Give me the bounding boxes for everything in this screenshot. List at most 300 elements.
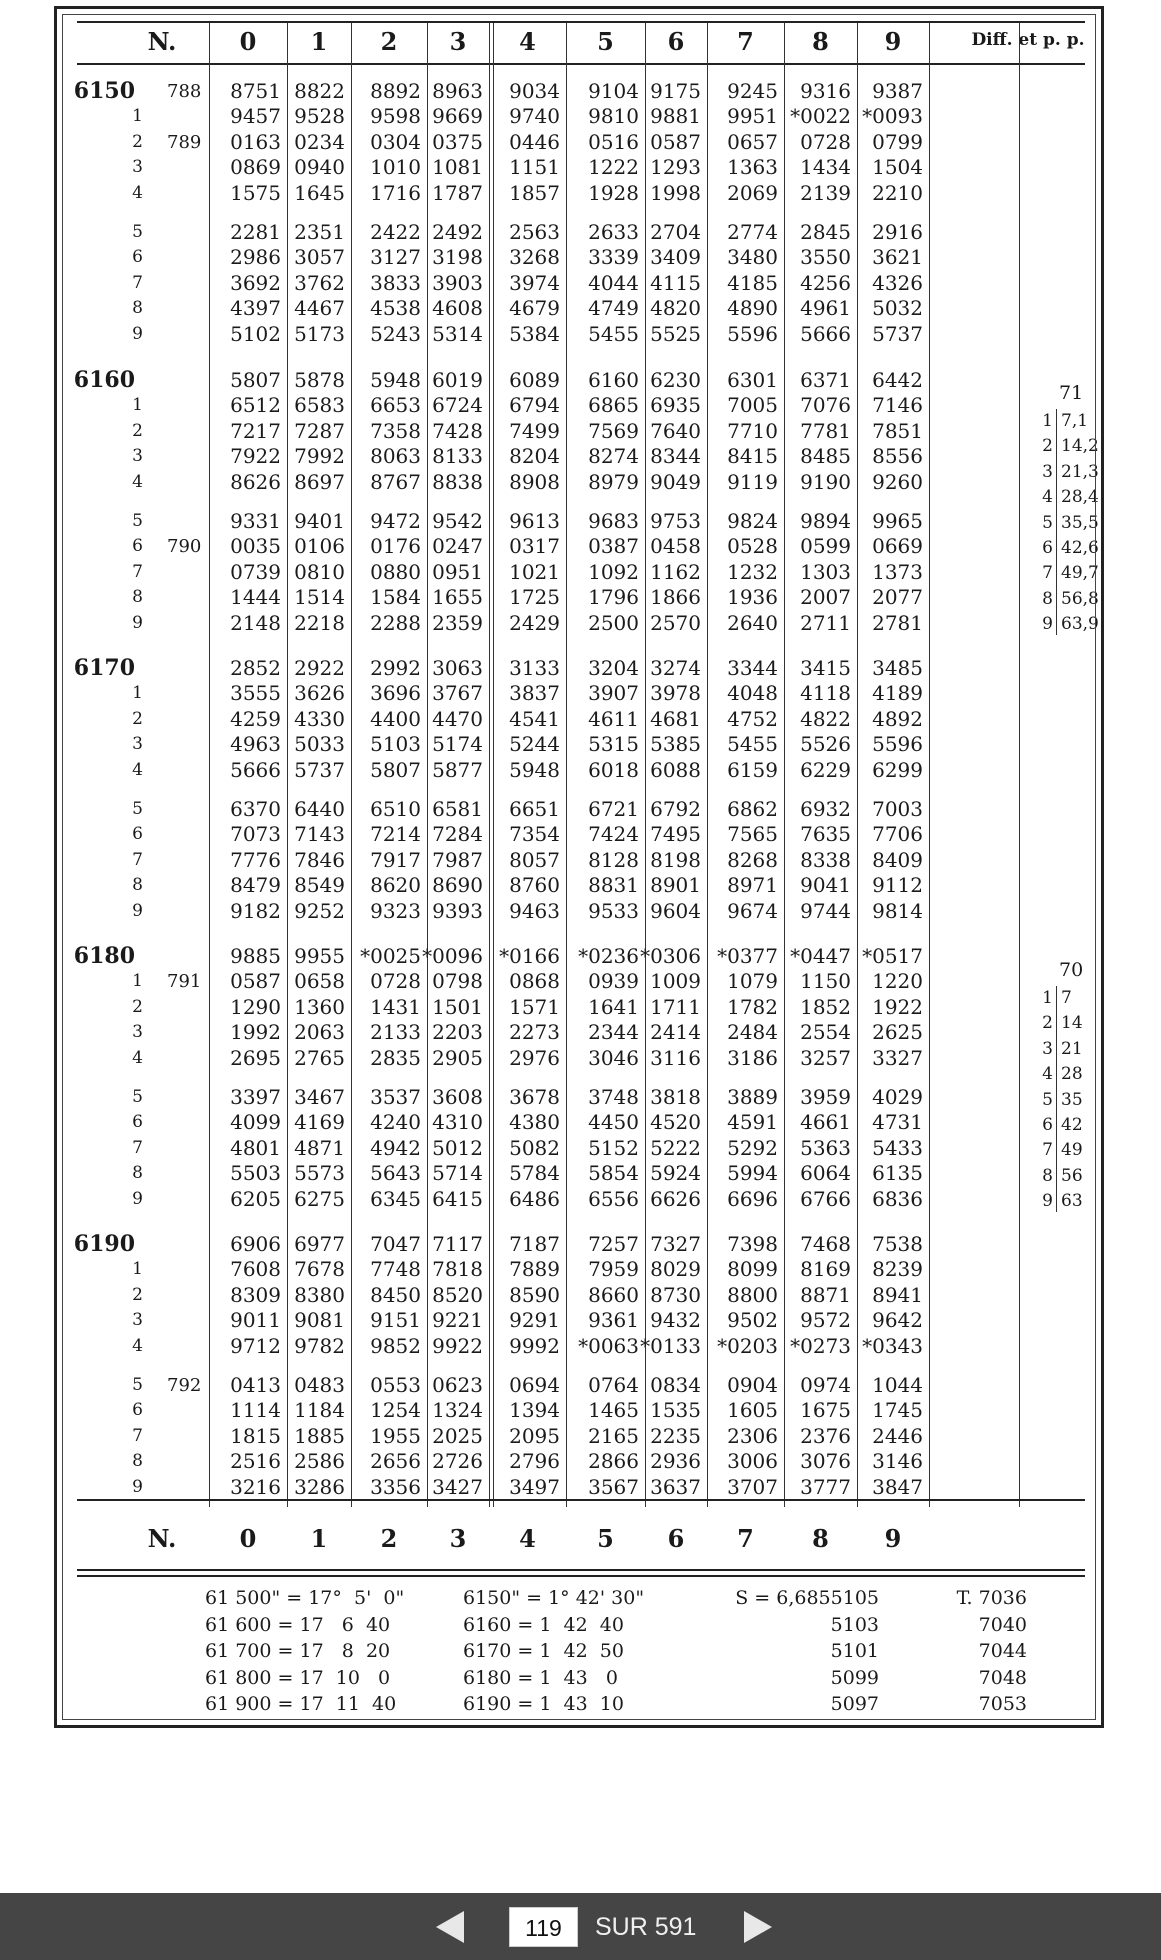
table-cell: 1232 (727, 559, 778, 584)
table-cell: *0022 (790, 104, 851, 129)
table-cell: 3748 (588, 1085, 639, 1109)
column-header-4: 4 (519, 27, 536, 56)
table-cell: 5433 (872, 1135, 923, 1160)
table-cell: 4326 (872, 270, 923, 295)
table-cell: 2077 (872, 585, 923, 610)
table-cell: 6159 (727, 757, 778, 782)
table-cell: 5714 (432, 1161, 483, 1186)
table-cell: 2288 (370, 610, 421, 635)
table-cell: 0669 (872, 534, 923, 559)
diff-index: 5 (1042, 1089, 1053, 1110)
row-subnumber: 5 (132, 799, 143, 819)
table-cell: 3696 (370, 681, 421, 706)
table-cell: 4892 (872, 706, 923, 731)
diff-index: 3 (1042, 461, 1053, 482)
footer-column-header-9: 9 (884, 1524, 902, 1553)
table-cell: 1815 (230, 1423, 281, 1448)
table-cell: 7499 (509, 418, 560, 443)
table-cell: 2210 (872, 180, 923, 205)
row-subnumber: 8 (132, 298, 143, 319)
table-cell: 5948 (370, 368, 421, 392)
table-cell: 9502 (727, 1308, 778, 1333)
table-cell: 4871 (294, 1135, 345, 1160)
table-cell: 3339 (588, 245, 639, 270)
table-cell: 2165 (588, 1423, 639, 1448)
footer-col4-line: 7053 (978, 1693, 1027, 1716)
table-cell: 8520 (432, 1282, 483, 1307)
diff-table-title: 71 (1059, 382, 1084, 404)
footer-col1-line: 61 900 = 17 11 40 (205, 1693, 397, 1716)
table-cell: 1655 (432, 585, 483, 610)
table-cell: 9528 (294, 104, 345, 129)
table-cell: 3216 (230, 1474, 281, 1499)
table-cell: 8450 (370, 1282, 421, 1307)
table-cell: 1184 (294, 1398, 345, 1423)
row-subnumber: 1 (132, 1259, 143, 1280)
table-cell: 0951 (432, 559, 483, 584)
table-cell: 1928 (588, 180, 639, 205)
row-subnumber: 3 (132, 446, 143, 467)
table-cell: 8239 (872, 1257, 923, 1282)
table-cell: 2133 (370, 1020, 421, 1045)
table-cell: 1092 (588, 559, 639, 584)
table-cell: 3198 (432, 245, 483, 270)
table-cell: 1641 (588, 994, 639, 1019)
table-cell: 6229 (800, 757, 851, 782)
table-cell: 7284 (432, 822, 483, 847)
row-subnumber: 7 (132, 1425, 143, 1446)
table-cell: 8268 (727, 847, 778, 872)
table-cell: 1575 (230, 180, 281, 205)
table-cell: 2781 (872, 610, 923, 635)
table-cell: 6160 (588, 368, 639, 392)
footer-col1-line: 61 600 = 17 6 40 (205, 1613, 391, 1636)
row-prefix: 789 (167, 131, 202, 153)
table-cell: 6696 (727, 1186, 778, 1211)
table-cell: 9119 (727, 469, 778, 494)
table-cell: 2069 (727, 180, 778, 205)
table-cell: 6651 (509, 797, 560, 821)
table-cell: 7959 (588, 1257, 639, 1282)
column-header-0: 0 (239, 27, 257, 56)
table-cell: 7917 (370, 847, 421, 872)
table-cell: 0587 (230, 969, 281, 994)
table-cell: 3257 (800, 1045, 851, 1070)
table-cell: 8590 (509, 1282, 560, 1307)
diff-value: 49 (1061, 1140, 1083, 1161)
column-header-3: 3 (449, 27, 467, 56)
table-cell: 5244 (509, 732, 560, 757)
table-cell: 6301 (727, 368, 778, 392)
table-cell: 6442 (872, 368, 923, 392)
table-cell: 2351 (294, 220, 345, 244)
row-subnumber: 9 (132, 1476, 143, 1497)
table-cell: 1079 (727, 969, 778, 994)
footer-column-header-4: 4 (519, 1524, 536, 1553)
table-cell: 3537 (370, 1085, 421, 1109)
table-cell: 3186 (727, 1045, 778, 1070)
row-subnumber: 6 (132, 247, 143, 268)
row-prefix: 791 (167, 971, 202, 993)
row-subnumber: 7 (132, 561, 143, 582)
table-cell: 8971 (727, 873, 778, 898)
table-cell: 1394 (509, 1398, 560, 1423)
table-cell: 8198 (650, 847, 701, 872)
table-cell: 0728 (370, 969, 421, 994)
table-cell: 6371 (800, 368, 851, 392)
table-cell: 4169 (294, 1110, 345, 1135)
table-cell: 9393 (432, 898, 483, 923)
table-cell: 2774 (727, 220, 778, 244)
table-cell: 1745 (872, 1398, 923, 1423)
column-rule (929, 23, 930, 1507)
table-cell: 5807 (370, 757, 421, 782)
table-cell: 1885 (294, 1423, 345, 1448)
table-cell: 0798 (432, 969, 483, 994)
table-cell: 3847 (872, 1474, 923, 1499)
table-cell: 1465 (588, 1398, 639, 1423)
row-subnumber: 8 (132, 1163, 143, 1184)
table-cell: 3907 (588, 681, 639, 706)
table-cell: 2446 (872, 1423, 923, 1448)
table-cell: 1222 (588, 155, 639, 180)
column-header-7: 7 (737, 27, 754, 56)
table-cell: 5103 (370, 732, 421, 757)
footer-col3-line: 5101 (830, 1640, 879, 1663)
table-cell: 1922 (872, 994, 923, 1019)
table-cell: 6556 (588, 1186, 639, 1211)
table-cell: 7073 (230, 822, 281, 847)
table-cell: 5455 (727, 732, 778, 757)
table-cell: 2936 (650, 1449, 701, 1474)
row-subnumber: 1 (132, 683, 143, 704)
row-subnumber: 3 (132, 734, 143, 755)
table-cell: 2726 (432, 1449, 483, 1474)
table-cell: 9331 (230, 509, 281, 533)
row-number: 6170 (73, 655, 135, 681)
table-cell: 2344 (588, 1020, 639, 1045)
table-cell: 5854 (588, 1161, 639, 1186)
table-cell: 4541 (509, 706, 560, 731)
table-cell: 8029 (650, 1257, 701, 1282)
table-cell: 3767 (432, 681, 483, 706)
table-cell: 0869 (230, 155, 281, 180)
table-cell: 7565 (727, 822, 778, 847)
table-cell: 8626 (230, 469, 281, 494)
table-cell: 0834 (650, 1373, 701, 1397)
table-cell: 3116 (650, 1045, 701, 1070)
table-cell: 9182 (230, 898, 281, 923)
table-cell: 5152 (588, 1135, 639, 1160)
table-cell: 9387 (872, 79, 923, 103)
table-cell: 7710 (727, 418, 778, 443)
table-cell: 0317 (509, 534, 560, 559)
table-cell: 7424 (588, 822, 639, 847)
table-cell: 2306 (727, 1423, 778, 1448)
table-cell: *0096 (422, 944, 483, 968)
table-cell: 9533 (588, 898, 639, 923)
table-cell: 3621 (872, 245, 923, 270)
table-cell: 1866 (650, 585, 701, 610)
table-cell: 1645 (294, 180, 345, 205)
table-cell: 4044 (588, 270, 639, 295)
table-cell: 2656 (370, 1449, 421, 1474)
table-cell: 9604 (650, 898, 701, 923)
table-cell: 7776 (230, 847, 281, 872)
table-cell: 5948 (509, 757, 560, 782)
table-cell: 5666 (800, 321, 851, 346)
table-cell: 2273 (509, 1020, 560, 1045)
table-cell: 1936 (727, 585, 778, 610)
table-cell: 8549 (294, 873, 345, 898)
table-cell: 2640 (727, 610, 778, 635)
table-cell: 3833 (370, 270, 421, 295)
diff-value: 35,5 (1061, 512, 1099, 533)
table-cell: 6415 (432, 1186, 483, 1211)
table-cell: 4520 (650, 1110, 701, 1135)
table-cell: 7635 (800, 822, 851, 847)
table-cell: 8690 (432, 873, 483, 898)
diff-index: 7 (1042, 1140, 1053, 1161)
table-cell: 6230 (650, 368, 701, 392)
table-cell: 9852 (370, 1333, 421, 1358)
table-cell: 6794 (509, 393, 560, 418)
table-cell: 3762 (294, 270, 345, 295)
table-cell: 9472 (370, 509, 421, 533)
row-subnumber: 4 (132, 1047, 143, 1068)
table-cell: 5666 (230, 757, 281, 782)
table-cell: 4749 (588, 296, 639, 321)
table-cell: 9175 (650, 79, 701, 103)
table-cell: 5243 (370, 321, 421, 346)
diff-value: 28 (1061, 1064, 1083, 1085)
table-cell: 2625 (872, 1020, 923, 1045)
table-cell: 6626 (650, 1186, 701, 1211)
table-cell: 5526 (800, 732, 851, 757)
table-cell: 7851 (872, 418, 923, 443)
table-cell: 7922 (230, 444, 281, 469)
footer-col4-line: 7048 (978, 1666, 1027, 1689)
table-cell: 3978 (650, 681, 701, 706)
table-cell: 4115 (650, 270, 701, 295)
pagination-bar (0, 1893, 1161, 1960)
table-cell: 6583 (294, 393, 345, 418)
table-cell: 7358 (370, 418, 421, 443)
row-subnumber: 3 (132, 1022, 143, 1043)
table-cell: 0810 (294, 559, 345, 584)
table-cell: 1782 (727, 994, 778, 1019)
table-cell: 1044 (872, 1373, 923, 1397)
footer-col2-line: 6170 = 1 42 50 (463, 1640, 624, 1663)
table-cell: 3485 (872, 656, 923, 680)
table-cell: 0694 (509, 1373, 560, 1397)
table-cell: 6766 (800, 1186, 851, 1211)
diff-value: 56 (1061, 1165, 1083, 1186)
table-cell: 7781 (800, 418, 851, 443)
row-subnumber: 7 (132, 1137, 143, 1158)
table-cell: 8344 (650, 444, 701, 469)
footer-col3-line: 5097 (830, 1693, 879, 1716)
table-cell: 8941 (872, 1282, 923, 1307)
table-cell: 7495 (650, 822, 701, 847)
table-cell: *0447 (790, 944, 851, 968)
table-cell: 4380 (509, 1110, 560, 1135)
page-number-input[interactable]: 119 (509, 1907, 578, 1947)
table-cell: 1009 (650, 969, 701, 994)
table-cell: 3637 (650, 1474, 701, 1499)
table-cell: 9894 (800, 509, 851, 533)
diff-index: 8 (1042, 588, 1053, 609)
table-cell: 4189 (872, 681, 923, 706)
table-cell: 4310 (432, 1110, 483, 1135)
table-cell: 0764 (588, 1373, 639, 1397)
table-cell: 5385 (650, 732, 701, 757)
diff-index: 1 (1042, 988, 1053, 1008)
table-cell: 6512 (230, 393, 281, 418)
table-cell: 0446 (509, 129, 560, 154)
table-cell: 5924 (650, 1161, 701, 1186)
table-cell: 9642 (872, 1308, 923, 1333)
table-cell: 7257 (588, 1232, 639, 1256)
table-cell: 2376 (800, 1423, 851, 1448)
table-cell: 5784 (509, 1161, 560, 1186)
table-cell: 0413 (230, 1373, 281, 1397)
diff-value: 21,3 (1061, 461, 1099, 482)
diff-table-rule (1056, 986, 1057, 1212)
table-cell: 8479 (230, 873, 281, 898)
table-cell: 2203 (432, 1020, 483, 1045)
table-cell: 9260 (872, 469, 923, 494)
table-cell: 4099 (230, 1110, 281, 1135)
row-subnumber: 1 (132, 971, 143, 992)
table-cell: 9081 (294, 1308, 345, 1333)
diff-index: 9 (1042, 614, 1053, 635)
diff-index: 6 (1042, 538, 1053, 558)
row-prefix: 788 (167, 81, 202, 102)
table-cell: 7047 (370, 1232, 421, 1256)
table-cell: 7003 (872, 797, 923, 821)
row-subnumber: 2 (132, 131, 143, 152)
diff-value: 63,9 (1061, 614, 1099, 635)
table-cell: 1675 (800, 1398, 851, 1423)
row-prefix: 790 (167, 536, 202, 558)
table-cell: 8767 (370, 469, 421, 494)
table-cell: 7818 (432, 1257, 483, 1282)
table-cell: 5174 (432, 732, 483, 757)
row-subnumber: 2 (132, 996, 143, 1017)
page-total-label: SUR 591 (595, 1913, 697, 1941)
diff-index: 7 (1042, 563, 1053, 584)
table-cell: 5503 (230, 1161, 281, 1186)
table-cell: 4661 (800, 1110, 851, 1135)
table-cell: 2695 (230, 1045, 281, 1070)
table-cell: 2484 (727, 1020, 778, 1045)
diff-index: 3 (1042, 1038, 1053, 1059)
table-cell: 3344 (727, 656, 778, 680)
table-cell: 8760 (509, 873, 560, 898)
row-number: 6160 (73, 367, 135, 393)
table-cell: 0247 (432, 534, 483, 559)
column-header-5: 5 (597, 27, 614, 56)
table-cell: 9432 (650, 1308, 701, 1333)
table-cell: 3889 (727, 1085, 778, 1109)
table-cell: *0025 (360, 944, 421, 968)
table-cell: 9674 (727, 898, 778, 923)
table-cell: 5877 (432, 757, 483, 782)
table-cell: 0799 (872, 129, 923, 154)
table-cell: 9245 (727, 79, 778, 103)
table-cell: 2148 (230, 610, 281, 635)
table-cell: 6977 (294, 1232, 345, 1256)
table-cell: 9740 (509, 104, 560, 129)
table-cell: 9951 (727, 104, 778, 129)
table-cell: 8128 (588, 847, 639, 872)
table-cell: 9810 (588, 104, 639, 129)
table-cell: 3974 (509, 270, 560, 295)
table-cell: 9965 (872, 509, 923, 533)
table-cell: 2218 (294, 610, 345, 635)
table-cell: 6370 (230, 797, 281, 821)
table-cell: 1605 (727, 1398, 778, 1423)
table-cell: 4961 (800, 296, 851, 321)
footer-col4-line: 7044 (978, 1640, 1027, 1663)
column-header-1: 1 (310, 27, 328, 56)
table-cell: 8338 (800, 847, 851, 872)
table-cell: 2235 (650, 1423, 701, 1448)
table-cell: 8892 (370, 79, 421, 103)
row-number: 6190 (73, 1231, 135, 1257)
table-cell: 8831 (588, 873, 639, 898)
table-cell: 8409 (872, 847, 923, 872)
table-cell: 4048 (727, 681, 778, 706)
table-cell: 4397 (230, 296, 281, 321)
table-cell: *0517 (862, 944, 923, 968)
table-cell: 9252 (294, 898, 345, 923)
table-cell: 0553 (370, 1373, 421, 1397)
table-cell: 0176 (370, 534, 421, 559)
table-cell: 1444 (230, 585, 281, 610)
table-cell: 6299 (872, 757, 923, 782)
previous-page-icon[interactable] (436, 1911, 464, 1943)
table-cell: 9034 (509, 79, 560, 103)
table-cell: 2570 (650, 610, 701, 635)
table-cell: 5643 (370, 1161, 421, 1186)
next-page-icon[interactable] (744, 1911, 772, 1943)
column-header-n: N. (147, 27, 177, 56)
table-cell: 9712 (230, 1333, 281, 1358)
row-subnumber: 5 (132, 511, 143, 531)
table-cell: 8697 (294, 469, 345, 494)
table-cell: 1434 (800, 155, 851, 180)
table-cell: 6932 (800, 797, 851, 821)
table-cell: 2835 (370, 1045, 421, 1070)
row-number: 6150 (73, 78, 135, 104)
table-cell: 8133 (432, 444, 483, 469)
diff-column-rule (1019, 23, 1020, 1507)
footer-col1-line: 61 800 = 17 10 0 (205, 1666, 391, 1689)
table-cell: 3146 (872, 1449, 923, 1474)
table-cell: 0904 (727, 1373, 778, 1397)
table-cell: 7117 (432, 1232, 483, 1256)
row-subnumber: 9 (132, 900, 143, 921)
table-cell: 9824 (727, 509, 778, 533)
diff-value: 14,2 (1061, 436, 1099, 457)
table-cell: 8309 (230, 1282, 281, 1307)
table-cell: 2007 (800, 585, 851, 610)
row-prefix: 792 (167, 1375, 202, 1396)
table-cell: *0236 (578, 944, 639, 968)
table-cell: 5363 (800, 1135, 851, 1160)
